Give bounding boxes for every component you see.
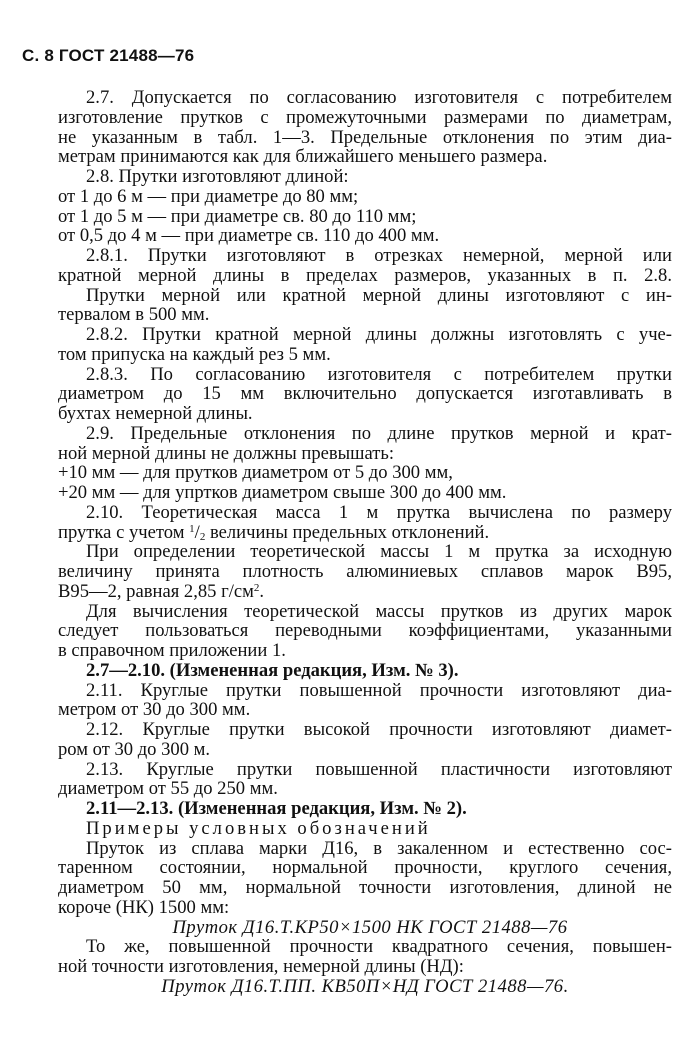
text-line: диаметром от 55 до 250 мм. [58, 778, 278, 800]
text-segment: величины предельных отклонений. [209, 521, 490, 543]
text-line: Пруток из сплава марки Д16, в закаленном и естественно сос- [86, 838, 672, 859]
text-line: 2.8.1. Прутки изготовляют в отрезках немерной, мерной или [86, 246, 672, 266]
text-line: в справочном приложении 1. [58, 640, 286, 661]
text-line: от 1 до 5 м — при диаметре св. 80 до 110 мм; [58, 205, 417, 227]
text-line: том припуска на каждый рез 5 мм. [58, 343, 331, 365]
text-line: ной точности изготовления, немерной длины (НД): [58, 956, 464, 977]
text-line: 2.7. Допускается по согласованию изготовителя с потребителем [86, 88, 672, 108]
text-line: 2.13. Круглые прутки повышенной пластичности изготовляют [86, 759, 672, 780]
text-line: Прутки мерной или кратной мерной длины изготовляют с ин- [86, 285, 672, 306]
text-line: диаметром 50 мм, нормальной точности изготовления, длиной не [58, 878, 672, 898]
text-line: метрам принимаются как для ближайшего меньшего размера. [58, 146, 548, 168]
fraction-numerator: 1 [189, 522, 195, 535]
text-line: величину принята плотность алюминиевых сплавов марок В95, [58, 562, 672, 582]
revision-note: 2.11—2.13. (Измененная редакция, Изм. № 2). [86, 798, 467, 819]
text-line: следует пользоваться переводными коэффициентами, указанными [58, 621, 672, 641]
text-line-fraction [58, 523, 672, 543]
text-line: от 1 до 6 м — при диаметре до 80 мм; [58, 185, 359, 207]
text-line: 2.10. Теоретическая масса 1 м прутка вычислена по размеру [86, 502, 672, 523]
text-line-superscript: В95—2, равная 2,85 $г/см^2$. [58, 580, 265, 602]
text-line: ной мерной длины не должны превышать: [58, 442, 395, 464]
unit-superscript: 2 [253, 581, 260, 594]
text-line: 2.8.3. По согласованию изготовителя с потребителем прутки [86, 364, 672, 385]
text-line: 2.8. Прутки изготовляют длиной: [86, 166, 349, 187]
text-line: изготовление прутков с промежуточными размерами по диаметрам, [58, 107, 672, 128]
text-line: При определении теоретической массы 1 м прутка за исходную [86, 542, 672, 562]
designation-example: Пруток Д16.Т.ПП. КВ50П×НД ГОСТ 21488—76. [161, 975, 569, 997]
page-header: С. 8 ГОСТ 21488—76 [22, 46, 195, 65]
text-line: +20 мм — для упртков диаметром свыше 300 до 400 мм. [58, 482, 507, 503]
text-line: от 0,5 до 4 м — при диаметре св. 110 до 400 мм. [58, 225, 440, 247]
fraction-denominator: 2 [199, 530, 206, 543]
text-line: ром от 30 до 300 м. [58, 738, 211, 760]
text-line: короче (НК) 1500 мм: [58, 896, 230, 918]
section-heading: Примеры условных обозначений [86, 817, 431, 839]
text-line: +10 мм — для прутков диаметром от 5 до 300 мм, [58, 462, 453, 484]
text-line: 2.8.2. Прутки кратной мерной длины должны изготовлять с уче- [86, 325, 672, 345]
designation-example: Пруток Д16.Т.КР50×1500 НК ГОСТ 21488—76 [172, 916, 568, 938]
text-line: То же, повышенной прочности квадратного сечения, повышен- [86, 937, 672, 957]
text-line: бухтах немерной длины. [58, 403, 253, 424]
text-line: метром от 30 до 300 мм. [58, 699, 251, 721]
text-line: кратной мерной длины в пределах размеров, указанных в п. 2.8. [58, 265, 672, 286]
text-line: не указанным в табл. 1—3. Предельные отклонения по этим диа- [58, 127, 672, 148]
text-line: диаметром до 15 мм включительно допускается изготавливать в [58, 384, 672, 404]
document-body [58, 88, 672, 997]
text-line: 2.11. Круглые прутки повышенной прочности изготовляют диа- [86, 680, 672, 701]
revision-note: 2.7—2.10. (Измененная редакция, Изм. № 3). [86, 659, 459, 681]
text-line: тервалом в 500 мм. [58, 304, 210, 326]
text-segment: В95—2, равная 2,85 г/см [58, 580, 254, 602]
text-line: 2.9. Предельные отклонения по длине прутков мерной и крат- [86, 423, 672, 444]
text-segment: прутка с учетом [58, 521, 185, 543]
text-line: 2.12. Круглые прутки высокой прочности изготовляют диамет- [86, 720, 672, 740]
fraction: $^1/_2$ [189, 521, 206, 543]
text-line: таренном состоянии, нормальной прочности, круглого сечения, [58, 858, 672, 878]
text-line: Для вычисления теоретической массы прутков из других марок [86, 601, 672, 622]
